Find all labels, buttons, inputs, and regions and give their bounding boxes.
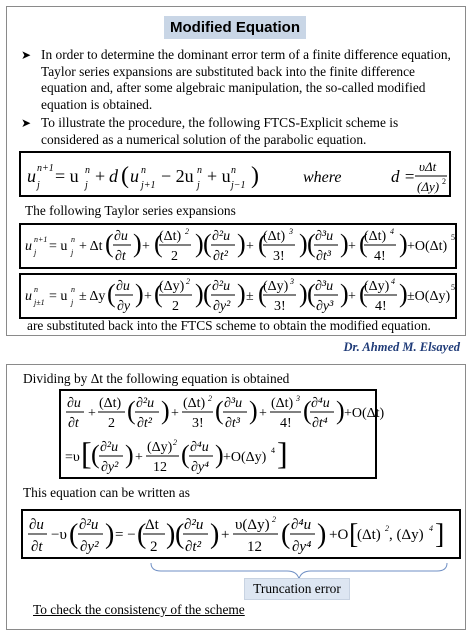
svg-text:∂³u: ∂³u xyxy=(315,229,334,244)
taylor-intro-text: The following Taylor series expansions xyxy=(25,203,236,218)
svg-text:5: 5 xyxy=(451,233,455,242)
truncation-error-label: Truncation error xyxy=(244,578,350,600)
svg-text:4: 4 xyxy=(390,227,394,236)
svg-text:(: ( xyxy=(359,279,368,308)
svg-text:+: + xyxy=(348,239,356,254)
svg-text:): ) xyxy=(135,279,144,308)
svg-text:+: + xyxy=(88,406,96,421)
taylor-series-y xyxy=(21,275,455,317)
svg-text:∂y²: ∂y² xyxy=(213,299,231,314)
svg-text:): ) xyxy=(195,229,204,258)
bullet-paragraph-2 xyxy=(21,115,451,148)
bullet-1-text: In order to determine the dominant error term of a finite difference equation, Taylor series expansions are substituted back into the finite difference equation and, after some algebraic manipulation, the so-called modified equation is obtained. xyxy=(41,47,451,112)
svg-text:(: ( xyxy=(258,279,267,308)
svg-text:(: ( xyxy=(359,229,368,258)
svg-text:∂u: ∂u xyxy=(116,279,130,294)
svg-text:j: j xyxy=(37,180,40,191)
svg-text:2: 2 xyxy=(442,177,446,186)
svg-text:(: ( xyxy=(127,396,136,425)
svg-text:∂t: ∂t xyxy=(115,249,126,264)
svg-text:∂²u: ∂²u xyxy=(184,517,204,533)
svg-text:4!: 4! xyxy=(280,416,292,431)
svg-text:∂u: ∂u xyxy=(67,396,81,411)
svg-text:∂u: ∂u xyxy=(114,229,128,244)
svg-text:): ) xyxy=(340,229,349,258)
svg-text:+O: +O xyxy=(329,527,349,543)
dividing-text: Dividing by Δt the following equation is obtained xyxy=(23,371,290,386)
svg-text:]: ] xyxy=(277,435,288,471)
svg-text:): ) xyxy=(399,279,408,308)
svg-text:u: u xyxy=(130,166,139,186)
svg-text:+O(Δt): +O(Δt) xyxy=(344,406,385,421)
written-as-text: This equation can be written as xyxy=(23,485,190,500)
svg-text:j: j xyxy=(34,248,37,257)
svg-text:∂t: ∂t xyxy=(31,539,43,555)
svg-text:n+1: n+1 xyxy=(34,235,48,244)
svg-text:3!: 3! xyxy=(274,299,286,314)
svg-text:[: [ xyxy=(81,435,92,471)
svg-text:j: j xyxy=(71,298,74,307)
svg-text:υ(Δy): υ(Δy) xyxy=(235,517,270,533)
svg-text:j: j xyxy=(85,180,88,191)
svg-text:4!: 4! xyxy=(375,299,387,314)
svg-text:υΔt: υΔt xyxy=(419,159,437,174)
svg-text:+: + xyxy=(171,406,179,421)
svg-text:(: ( xyxy=(91,440,100,469)
svg-text:): ) xyxy=(237,229,246,258)
svg-text:]: ] xyxy=(435,519,445,550)
slide-modified-equation xyxy=(6,6,466,336)
substituted-text: are substituted back into the FTCS scheme to obtain the modified equation. xyxy=(27,318,431,333)
svg-text:∂³u: ∂³u xyxy=(315,279,334,294)
divided-equation-box xyxy=(59,389,385,479)
svg-text:u: u xyxy=(27,166,36,186)
bullet-arrow-icon: ➤ xyxy=(21,48,32,62)
svg-text:= −: = − xyxy=(115,527,136,543)
svg-text:+O(Δy): +O(Δy) xyxy=(223,450,267,465)
svg-text:(Δy): (Δy) xyxy=(417,179,440,194)
svg-text:): ) xyxy=(336,396,345,425)
svg-text:=υ: =υ xyxy=(65,450,80,465)
svg-text:): ) xyxy=(161,396,170,425)
svg-text:∂t³: ∂t³ xyxy=(316,249,332,264)
svg-text:4: 4 xyxy=(429,524,433,533)
svg-text:j: j xyxy=(71,248,74,257)
svg-text:± Δy: ± Δy xyxy=(79,289,106,304)
svg-text:3!: 3! xyxy=(273,249,285,264)
ftcs-equation xyxy=(21,153,449,195)
svg-text:= u: = u xyxy=(55,166,79,186)
svg-text:): ) xyxy=(340,279,349,308)
svg-text:d: d xyxy=(109,166,118,186)
svg-text:): ) xyxy=(299,279,308,308)
modified-equation-box xyxy=(21,509,461,559)
bullet-2-text: To illustrate the procedure, the following FTCS-Explicit scheme is considered as a numerical solution of the parabolic equation. xyxy=(41,115,399,147)
svg-text:+: + xyxy=(95,166,106,186)
svg-text:(: ( xyxy=(203,229,212,258)
svg-text:∂²u: ∂²u xyxy=(100,440,119,455)
svg-text:u: u xyxy=(25,239,32,254)
svg-text:∂y³: ∂y³ xyxy=(316,299,334,314)
svg-text:): ) xyxy=(210,519,220,550)
svg-text:(: ( xyxy=(107,279,116,308)
svg-text:∂⁴u: ∂⁴u xyxy=(311,396,330,411)
svg-text:(Δt): (Δt) xyxy=(183,396,206,411)
svg-text:[: [ xyxy=(349,519,359,550)
svg-text:n: n xyxy=(231,165,236,176)
svg-text:∂t³: ∂t³ xyxy=(225,416,241,431)
svg-text:): ) xyxy=(299,229,308,258)
taylor-series-t-box xyxy=(19,223,457,269)
svg-text:j±1: j±1 xyxy=(34,298,45,307)
svg-text:3: 3 xyxy=(289,227,293,236)
svg-text:2: 2 xyxy=(186,277,190,286)
ftcs-equation-box xyxy=(19,151,451,197)
svg-text:(: ( xyxy=(215,396,224,425)
svg-text:2: 2 xyxy=(385,524,389,533)
svg-text:−υ: −υ xyxy=(51,527,67,543)
svg-text:+: + xyxy=(246,239,254,254)
taylor-series-t xyxy=(21,225,455,267)
svg-text:): ) xyxy=(317,519,327,550)
svg-text:4!: 4! xyxy=(374,249,386,264)
svg-text:∂³u: ∂³u xyxy=(224,396,243,411)
svg-text:∂t⁴: ∂t⁴ xyxy=(312,416,328,431)
svg-text:∂⁴u: ∂⁴u xyxy=(291,517,312,533)
slide-title: Modified Equation xyxy=(164,16,306,39)
svg-text:, (Δy): , (Δy) xyxy=(389,527,424,543)
svg-text:∂²u: ∂²u xyxy=(79,517,99,533)
taylor-series-y-box xyxy=(19,273,457,319)
svg-text:4: 4 xyxy=(391,277,395,286)
svg-text:n+1: n+1 xyxy=(37,163,54,174)
svg-text:+: + xyxy=(348,289,356,304)
svg-text:j−1: j−1 xyxy=(231,180,246,191)
svg-text:(: ( xyxy=(258,229,267,258)
svg-text:): ) xyxy=(251,163,259,189)
svg-text:(Δt): (Δt) xyxy=(159,229,182,244)
svg-text:(: ( xyxy=(154,229,163,258)
svg-text:∂u: ∂u xyxy=(29,517,44,533)
svg-text:+: + xyxy=(144,289,152,304)
svg-text:+ u: + u xyxy=(207,166,231,186)
svg-text:(: ( xyxy=(175,519,185,550)
svg-text:(: ( xyxy=(203,279,212,308)
svg-text:(Δt): (Δt) xyxy=(99,396,122,411)
svg-text:2: 2 xyxy=(173,438,177,447)
svg-text:n: n xyxy=(197,165,202,176)
svg-text:): ) xyxy=(399,229,408,258)
svg-text:= u: = u xyxy=(49,289,68,304)
svg-text:4: 4 xyxy=(271,446,275,455)
svg-text:): ) xyxy=(133,229,142,258)
svg-text:): ) xyxy=(249,396,258,425)
svg-text:): ) xyxy=(125,440,134,469)
svg-text:(: ( xyxy=(181,440,190,469)
svg-text:(: ( xyxy=(307,279,316,308)
svg-text:∂t²: ∂t² xyxy=(213,249,229,264)
svg-text:n: n xyxy=(141,165,146,176)
svg-text:2: 2 xyxy=(185,227,189,236)
svg-text:∂y²: ∂y² xyxy=(80,539,99,555)
svg-text:2: 2 xyxy=(272,515,276,524)
svg-text:n: n xyxy=(71,285,75,294)
svg-text:(: ( xyxy=(69,519,79,550)
svg-text:(: ( xyxy=(121,163,129,189)
svg-text:±O(Δy): ±O(Δy) xyxy=(407,289,451,304)
svg-text:(Δy): (Δy) xyxy=(159,279,185,294)
divided-equation xyxy=(61,391,385,477)
svg-text:(: ( xyxy=(137,519,147,550)
svg-text:(: ( xyxy=(281,519,291,550)
svg-text:2: 2 xyxy=(171,249,178,264)
svg-text:3: 3 xyxy=(296,394,300,403)
svg-text:∂²u: ∂²u xyxy=(136,396,155,411)
svg-text:): ) xyxy=(215,440,224,469)
svg-text:∂²u: ∂²u xyxy=(212,279,231,294)
modified-equation xyxy=(23,511,459,557)
svg-text:5: 5 xyxy=(451,283,455,292)
svg-text:12: 12 xyxy=(153,460,167,475)
svg-text:): ) xyxy=(105,519,115,550)
svg-text:): ) xyxy=(195,279,204,308)
bullet-paragraph-1 xyxy=(21,47,451,113)
svg-text:+O(Δt): +O(Δt) xyxy=(407,239,448,254)
svg-text:): ) xyxy=(166,519,176,550)
svg-text:+: + xyxy=(142,239,150,254)
svg-text:j+1: j+1 xyxy=(141,180,156,191)
svg-text:(: ( xyxy=(105,229,114,258)
svg-text:j: j xyxy=(197,180,200,191)
svg-text:∂y⁴: ∂y⁴ xyxy=(292,539,312,555)
svg-text:+: + xyxy=(259,406,267,421)
svg-text:∂t: ∂t xyxy=(68,416,79,431)
svg-text:(Δy): (Δy) xyxy=(147,440,173,455)
where-label: where xyxy=(303,169,342,186)
svg-text:(Δt): (Δt) xyxy=(357,527,381,543)
svg-text:2: 2 xyxy=(208,394,212,403)
slide-dividing xyxy=(6,364,466,630)
svg-text:∂y⁴: ∂y⁴ xyxy=(191,460,209,475)
svg-text:(: ( xyxy=(303,396,312,425)
svg-text:n: n xyxy=(34,285,38,294)
svg-text:+: + xyxy=(135,450,143,465)
svg-text:u: u xyxy=(25,289,32,304)
svg-text:2: 2 xyxy=(108,416,115,431)
svg-text:+ Δt: + Δt xyxy=(79,239,103,254)
author-signature: Dr. Ahmed M. Elsayed xyxy=(343,340,460,354)
svg-text:− 2u: − 2u xyxy=(161,166,194,186)
svg-text:(Δt): (Δt) xyxy=(263,229,286,244)
svg-text:n: n xyxy=(71,235,75,244)
svg-text:3!: 3! xyxy=(192,416,204,431)
svg-text:2: 2 xyxy=(150,539,158,555)
svg-text:(Δy): (Δy) xyxy=(263,279,289,294)
svg-text:3: 3 xyxy=(290,277,294,286)
svg-text:2: 2 xyxy=(172,299,179,314)
svg-text:∂t²: ∂t² xyxy=(185,539,202,555)
svg-text:d =: d = xyxy=(391,167,416,186)
svg-text:): ) xyxy=(237,279,246,308)
svg-text:∂⁴u: ∂⁴u xyxy=(190,440,209,455)
svg-text:= u: = u xyxy=(49,239,68,254)
svg-text:∂²u: ∂²u xyxy=(212,229,231,244)
svg-text:12: 12 xyxy=(247,539,262,555)
bullet-arrow-icon: ➤ xyxy=(21,116,32,130)
svg-text:∂t²: ∂t² xyxy=(137,416,153,431)
svg-text:Δt: Δt xyxy=(145,517,159,533)
svg-text:(Δt): (Δt) xyxy=(364,229,387,244)
svg-text:∂y: ∂y xyxy=(117,299,131,314)
svg-text:±: ± xyxy=(246,289,254,304)
svg-text:(: ( xyxy=(154,279,163,308)
svg-text:(Δy): (Δy) xyxy=(364,279,390,294)
svg-text:∂y²: ∂y² xyxy=(101,460,119,475)
consistency-text: To check the consistency of the scheme xyxy=(33,602,245,617)
svg-text:(: ( xyxy=(307,229,316,258)
svg-text:(Δt): (Δt) xyxy=(271,396,294,411)
svg-text:+: + xyxy=(221,527,230,543)
svg-text:n: n xyxy=(85,165,90,176)
